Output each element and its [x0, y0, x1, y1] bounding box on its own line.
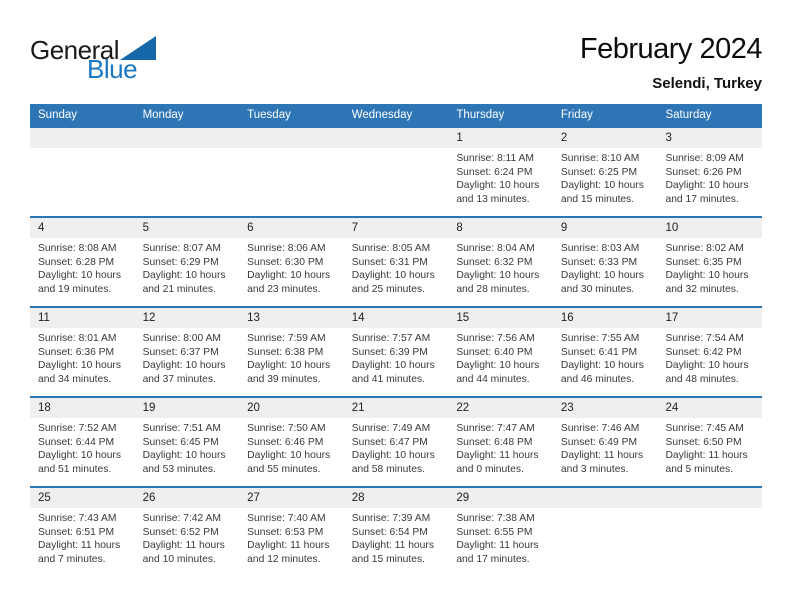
- daylight-text-line2: and 32 minutes.: [665, 283, 739, 295]
- day-details: [344, 418, 449, 476]
- week-row: [30, 396, 762, 486]
- day-cell: [30, 398, 135, 486]
- daylight-text-line1: Daylight: 10 hours: [560, 270, 644, 281]
- title-block: [580, 33, 762, 92]
- sunrise-text: Sunrise: 7:46 AM: [560, 423, 640, 434]
- day-cell: [239, 218, 344, 306]
- day-cell: [30, 128, 135, 216]
- daylight-text-line2: and 7 minutes.: [38, 553, 106, 565]
- day-details: [448, 328, 553, 386]
- daylight-text-line2: and 15 minutes.: [351, 553, 426, 565]
- weekday-header-cell: Saturday: [665, 109, 712, 121]
- sunrise-text: Sunrise: 7:38 AM: [456, 513, 535, 524]
- page-title: February 2024: [579, 33, 762, 65]
- daylight-text-line1: Daylight: 10 hours: [247, 360, 331, 371]
- day-cell: [30, 488, 135, 576]
- daylight-text-line2: and 21 minutes.: [142, 283, 216, 295]
- daylight-text-line1: Daylight: 11 hours: [351, 540, 434, 551]
- sunrise-text: Sunrise: 8:10 AM: [560, 153, 640, 164]
- daylight-text-line1: Daylight: 11 hours: [38, 540, 121, 551]
- day-details: [30, 148, 135, 152]
- sunset-text: Sunset: 6:51 PM: [38, 526, 115, 538]
- sunrise-text: Sunrise: 7:39 AM: [351, 513, 431, 524]
- weekday-header-row: [30, 104, 762, 126]
- daylight-text-line1: Daylight: 11 hours: [456, 450, 539, 461]
- day-details: [135, 418, 240, 476]
- daylight-text-line1: Daylight: 10 hours: [142, 270, 226, 281]
- daylight-text-line1: Daylight: 10 hours: [560, 360, 644, 371]
- day-details: [553, 238, 658, 296]
- day-details: [135, 508, 240, 566]
- daylight-text-line2: and 19 minutes.: [38, 283, 112, 295]
- day-number: [135, 128, 240, 148]
- week-row: [30, 306, 762, 396]
- sunset-text: Sunset: 6:24 PM: [456, 166, 533, 178]
- daylight-text-line1: Daylight: 10 hours: [247, 450, 331, 461]
- day-number: 11: [30, 308, 135, 328]
- day-number: [657, 488, 762, 508]
- day-details: [30, 328, 135, 386]
- sunset-text: Sunset: 6:55 PM: [456, 526, 533, 538]
- day-number: 5: [135, 218, 240, 238]
- day-number: 27: [239, 488, 344, 508]
- day-number: [344, 128, 449, 148]
- daylight-text-line1: Daylight: 10 hours: [665, 270, 749, 281]
- daylight-text-line2: and 44 minutes.: [456, 373, 530, 385]
- daylight-text-line2: and 28 minutes.: [456, 283, 530, 295]
- sunset-text: Sunset: 6:28 PM: [38, 256, 115, 268]
- day-details: [553, 328, 658, 386]
- day-number: 2: [553, 128, 658, 148]
- day-details: [657, 148, 762, 206]
- sunrise-text: Sunrise: 8:01 AM: [38, 333, 117, 344]
- day-cell: [239, 488, 344, 576]
- daylight-text-line1: Daylight: 10 hours: [560, 180, 644, 191]
- sunset-text: Sunset: 6:26 PM: [665, 166, 742, 178]
- daylight-text-line1: Daylight: 10 hours: [247, 270, 331, 281]
- sunset-text: Sunset: 6:39 PM: [351, 346, 428, 358]
- day-details: [135, 328, 240, 386]
- day-number: [239, 128, 344, 148]
- sunrise-text: Sunrise: 8:05 AM: [351, 243, 431, 254]
- daylight-text-line1: Daylight: 10 hours: [456, 180, 540, 191]
- day-cell: [553, 398, 658, 486]
- week-row: [30, 486, 762, 576]
- daylight-text-line1: Daylight: 10 hours: [456, 270, 540, 281]
- daylight-text-line2: and 48 minutes.: [665, 373, 739, 385]
- day-cell: [135, 218, 240, 306]
- day-number: 6: [239, 218, 344, 238]
- daylight-text-line2: and 3 minutes.: [560, 463, 629, 475]
- day-cell: [448, 128, 553, 216]
- calendar-grid: [30, 104, 762, 576]
- sunset-text: Sunset: 6:37 PM: [142, 346, 219, 358]
- sunrise-text: Sunrise: 8:09 AM: [665, 153, 744, 164]
- weekday-header-cell: Tuesday: [247, 109, 291, 121]
- day-cell: [553, 308, 658, 396]
- day-details: [553, 418, 658, 476]
- sunrise-text: Sunrise: 7:47 AM: [456, 423, 535, 434]
- day-details: [448, 148, 553, 206]
- day-details: [239, 328, 344, 386]
- day-number: 4: [30, 218, 135, 238]
- day-details: [553, 508, 658, 512]
- day-number: 9: [553, 218, 658, 238]
- day-cell: [657, 308, 762, 396]
- daylight-text-line1: Daylight: 10 hours: [665, 180, 749, 191]
- daylight-text-line2: and 51 minutes.: [38, 463, 112, 475]
- daylight-text-line1: Daylight: 11 hours: [142, 540, 225, 551]
- daylight-text-line1: Daylight: 11 hours: [456, 540, 539, 551]
- day-cell: [135, 488, 240, 576]
- daylight-text-line2: and 34 minutes.: [38, 373, 112, 385]
- weekday-header-cell: Thursday: [456, 109, 505, 121]
- daylight-text-line1: Daylight: 10 hours: [38, 450, 121, 461]
- day-details: [657, 508, 762, 512]
- day-number: 22: [448, 398, 553, 418]
- weekday-header-cell: Wednesday: [351, 109, 413, 121]
- day-number: 26: [135, 488, 240, 508]
- day-cell: [135, 128, 240, 216]
- day-cell: [657, 488, 762, 576]
- sunrise-text: Sunrise: 7:52 AM: [38, 423, 117, 434]
- day-number: 16: [553, 308, 658, 328]
- sunset-text: Sunset: 6:42 PM: [665, 346, 742, 358]
- daylight-text-line1: Daylight: 10 hours: [351, 450, 435, 461]
- day-details: [239, 148, 344, 152]
- day-cell: [553, 218, 658, 306]
- daylight-text-line2: and 15 minutes.: [560, 193, 635, 205]
- sunrise-text: Sunrise: 8:02 AM: [665, 243, 744, 254]
- daylight-text-line1: Daylight: 11 hours: [247, 540, 330, 551]
- daylight-text-line2: and 30 minutes.: [560, 283, 635, 295]
- day-number: 28: [344, 488, 449, 508]
- daylight-text-line2: and 39 minutes.: [247, 373, 321, 385]
- sunset-text: Sunset: 6:38 PM: [247, 346, 324, 358]
- sunset-text: Sunset: 6:35 PM: [665, 256, 742, 268]
- sunrise-text: Sunrise: 8:07 AM: [142, 243, 221, 254]
- sunset-text: Sunset: 6:48 PM: [456, 436, 533, 448]
- day-cell: [344, 308, 449, 396]
- day-number: 25: [30, 488, 135, 508]
- daylight-text-line2: and 5 minutes.: [665, 463, 734, 475]
- sunrise-text: Sunrise: 7:55 AM: [560, 333, 640, 344]
- sunset-text: Sunset: 6:29 PM: [142, 256, 219, 268]
- day-number: 15: [448, 308, 553, 328]
- sunset-text: Sunset: 6:30 PM: [247, 256, 324, 268]
- daylight-text-line1: Daylight: 10 hours: [351, 270, 435, 281]
- sunrise-text: Sunrise: 7:42 AM: [142, 513, 221, 524]
- sunset-text: Sunset: 6:52 PM: [142, 526, 219, 538]
- day-cell: [30, 308, 135, 396]
- day-cell: [239, 128, 344, 216]
- daylight-text-line2: and 37 minutes.: [142, 373, 216, 385]
- sunrise-text: Sunrise: 8:08 AM: [38, 243, 117, 254]
- daylight-text-line2: and 17 minutes.: [456, 553, 530, 565]
- sunrise-text: Sunrise: 8:06 AM: [247, 243, 326, 254]
- sunset-text: Sunset: 6:25 PM: [560, 166, 638, 178]
- daylight-text-line1: Daylight: 11 hours: [665, 450, 748, 461]
- day-number: 1: [448, 128, 553, 148]
- daylight-text-line2: and 10 minutes.: [142, 553, 216, 565]
- daylight-text-line2: and 23 minutes.: [247, 283, 321, 295]
- daylight-text-line2: and 17 minutes.: [665, 193, 739, 205]
- day-details: [135, 238, 240, 296]
- sunset-text: Sunset: 6:41 PM: [560, 346, 638, 358]
- daylight-text-line1: Daylight: 10 hours: [142, 360, 226, 371]
- sunset-text: Sunset: 6:31 PM: [351, 256, 428, 268]
- location-subtitle: Selendi, Turkey: [652, 75, 762, 92]
- day-cell: [448, 488, 553, 576]
- sunrise-text: Sunrise: 7:45 AM: [665, 423, 744, 434]
- day-cell: [344, 398, 449, 486]
- sunrise-text: Sunrise: 8:04 AM: [456, 243, 535, 254]
- daylight-text-line2: and 46 minutes.: [560, 373, 635, 385]
- day-cell: [448, 398, 553, 486]
- sunrise-text: Sunrise: 7:56 AM: [456, 333, 535, 344]
- day-number: 18: [30, 398, 135, 418]
- week-row: [30, 216, 762, 306]
- day-cell: [657, 128, 762, 216]
- sunset-text: Sunset: 6:40 PM: [456, 346, 533, 358]
- sunset-text: Sunset: 6:46 PM: [247, 436, 324, 448]
- weeks-container: [30, 126, 762, 576]
- day-number: 3: [657, 128, 762, 148]
- day-details: [30, 508, 135, 566]
- day-number: 12: [135, 308, 240, 328]
- sunrise-text: Sunrise: 8:11 AM: [456, 153, 534, 164]
- daylight-text-line1: Daylight: 11 hours: [560, 450, 644, 461]
- day-number: 29: [448, 488, 553, 508]
- day-details: [448, 418, 553, 476]
- day-cell: [344, 128, 449, 216]
- logo-text-general: General: [30, 35, 119, 65]
- day-details: [657, 328, 762, 386]
- sunset-text: Sunset: 6:49 PM: [560, 436, 638, 448]
- daylight-text-line1: Daylight: 10 hours: [142, 450, 226, 461]
- week-row: [30, 126, 762, 216]
- day-cell: [657, 398, 762, 486]
- day-cell: [657, 218, 762, 306]
- daylight-text-line2: and 0 minutes.: [456, 463, 524, 475]
- daylight-text-line1: Daylight: 10 hours: [665, 360, 749, 371]
- day-details: [344, 148, 449, 152]
- day-cell: [239, 398, 344, 486]
- day-details: [657, 238, 762, 296]
- day-details: [30, 238, 135, 296]
- day-details: [553, 148, 658, 206]
- sunrise-text: Sunrise: 7:50 AM: [247, 423, 326, 434]
- daylight-text-line1: Daylight: 10 hours: [38, 360, 121, 371]
- day-cell: [448, 308, 553, 396]
- sunset-text: Sunset: 6:45 PM: [142, 436, 219, 448]
- sunset-text: Sunset: 6:53 PM: [247, 526, 324, 538]
- day-details: [657, 418, 762, 476]
- day-number: 13: [239, 308, 344, 328]
- day-number: 20: [239, 398, 344, 418]
- day-cell: [239, 308, 344, 396]
- day-details: [30, 418, 135, 476]
- day-details: [344, 508, 449, 566]
- sunrise-text: Sunrise: 7:49 AM: [351, 423, 431, 434]
- day-number: [30, 128, 135, 148]
- sunset-text: Sunset: 6:44 PM: [38, 436, 115, 448]
- weekday-header-cell: Friday: [560, 109, 593, 121]
- weekday-header-cell: Sunday: [38, 109, 78, 121]
- day-number: [553, 488, 658, 508]
- day-number: 24: [657, 398, 762, 418]
- daylight-text-line1: Daylight: 10 hours: [351, 360, 435, 371]
- day-number: 19: [135, 398, 240, 418]
- sunset-text: Sunset: 6:36 PM: [38, 346, 115, 358]
- sunrise-text: Sunrise: 7:51 AM: [142, 423, 221, 434]
- sunrise-text: Sunrise: 7:59 AM: [247, 333, 326, 344]
- day-details: [239, 238, 344, 296]
- day-number: 8: [448, 218, 553, 238]
- day-number: 23: [553, 398, 658, 418]
- sunset-text: Sunset: 6:47 PM: [351, 436, 428, 448]
- sunset-text: Sunset: 6:54 PM: [351, 526, 428, 538]
- daylight-text-line1: Daylight: 10 hours: [38, 270, 121, 281]
- sunrise-text: Sunrise: 7:57 AM: [351, 333, 431, 344]
- day-cell: [135, 308, 240, 396]
- day-details: [448, 238, 553, 296]
- sunset-text: Sunset: 6:50 PM: [665, 436, 742, 448]
- daylight-text-line2: and 53 minutes.: [142, 463, 216, 475]
- day-cell: [30, 218, 135, 306]
- sunset-text: Sunset: 6:33 PM: [560, 256, 638, 268]
- daylight-text-line2: and 25 minutes.: [351, 283, 426, 295]
- general-blue-logo: [30, 36, 156, 82]
- weekday-header-cell: Monday: [142, 109, 184, 121]
- daylight-text-line2: and 58 minutes.: [351, 463, 426, 475]
- day-cell: [553, 488, 658, 576]
- sunrise-text: Sunrise: 7:54 AM: [665, 333, 744, 344]
- day-details: [239, 418, 344, 476]
- day-details: [344, 328, 449, 386]
- day-number: 10: [657, 218, 762, 238]
- day-number: 14: [344, 308, 449, 328]
- day-cell: [344, 488, 449, 576]
- sunrise-text: Sunrise: 8:00 AM: [142, 333, 221, 344]
- day-number: 17: [657, 308, 762, 328]
- day-number: 21: [344, 398, 449, 418]
- daylight-text-line2: and 55 minutes.: [247, 463, 321, 475]
- day-details: [135, 148, 240, 152]
- sunrise-text: Sunrise: 8:03 AM: [560, 243, 640, 254]
- daylight-text-line2: and 13 minutes.: [456, 193, 530, 205]
- day-details: [448, 508, 553, 566]
- day-cell: [448, 218, 553, 306]
- day-details: [344, 238, 449, 296]
- day-details: [239, 508, 344, 566]
- daylight-text-line1: Daylight: 10 hours: [456, 360, 540, 371]
- day-cell: [135, 398, 240, 486]
- day-cell: [344, 218, 449, 306]
- sunrise-text: Sunrise: 7:43 AM: [38, 513, 117, 524]
- day-cell: [553, 128, 658, 216]
- daylight-text-line2: and 41 minutes.: [351, 373, 426, 385]
- sunset-text: Sunset: 6:32 PM: [456, 256, 533, 268]
- day-number: 7: [344, 218, 449, 238]
- sunrise-text: Sunrise: 7:40 AM: [247, 513, 326, 524]
- daylight-text-line2: and 12 minutes.: [247, 553, 321, 565]
- logo-text-blue: Blue: [87, 54, 138, 84]
